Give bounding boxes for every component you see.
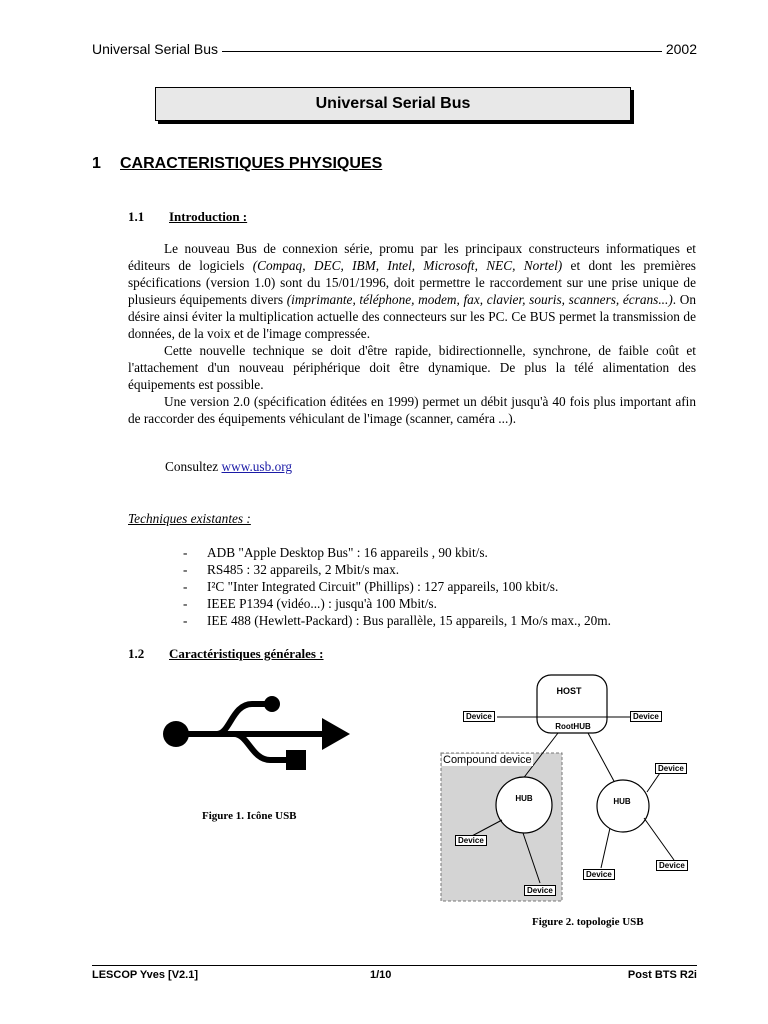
subsection-number: 1.2 xyxy=(128,646,145,661)
device-box: Device xyxy=(583,869,615,880)
footer-course: Post BTS R2i xyxy=(627,969,697,981)
header-rule xyxy=(222,51,662,52)
intro-equipment: (imprimante, téléphone, modem, fax, clavier, souris, scanners, écrans...) xyxy=(286,292,673,307)
usb-org-link[interactable]: www.usb.org xyxy=(221,459,293,474)
intro-text: . On désire ainsi éviter la multiplication actuelle des connecteurs sur les PC. Ce BUS permet la transmission de données, de la voix et de l'image compressée. xyxy=(128,292,697,341)
subsection-heading-general xyxy=(128,646,324,662)
figure2-caption: Figure 2. topologie USB xyxy=(532,916,644,928)
subsection-title: Caractéristiques générales : xyxy=(169,646,324,661)
device-box: Device xyxy=(656,860,688,871)
footer-page-number: 1/10 xyxy=(370,969,392,981)
document-title-box xyxy=(155,87,631,121)
host-label: HOST xyxy=(556,686,582,696)
hub-label: HUB xyxy=(613,797,631,806)
intro-text: Le nouveau Bus de connexion série, promu par les principaux constructeurs informatiques et éditeurs de logiciels xyxy=(128,241,696,273)
list-item: - I²C "Inter Integrated Circuit" (Phillips) : 127 appareils, 100 kbit/s. xyxy=(183,578,611,595)
intro-text: et dont les premières spécifications (version 1.0) sont du 15/01/1996, doit permettre le raccordement sur une prise unique de plusieurs équipements divers xyxy=(128,258,696,307)
intro-paragraph-3: Une version 2.0 (spécification éditées en 1999) permet un débit jusqu'à 40 fois plus important afin de raccorder des équipements véhiculant de l'image (scanner, caméra ...). xyxy=(128,394,696,426)
header-year: 2002 xyxy=(665,41,697,57)
list-item: - IEEE P1394 (vidéo...) : jusqu'à 100 Mbit/s. xyxy=(183,595,611,612)
techniques-heading: Techniques existantes : xyxy=(128,511,251,526)
device-box: Device xyxy=(630,711,662,722)
subsection-title: Introduction : xyxy=(169,209,248,224)
intro-paragraph-1 xyxy=(128,240,696,342)
device-box: Device xyxy=(455,835,487,846)
usb-trident-icon xyxy=(162,686,354,778)
intro-companies: (Compaq, DEC, IBM, Intel, Microsoft, NEC, Nortel) xyxy=(252,258,563,273)
figure1-caption: Figure 1. Icône USB xyxy=(202,810,297,822)
device-box: Device xyxy=(655,763,687,774)
list-item: - IEE 488 (Hewlett-Packard) : Bus parallèle, 15 appareils, 1 Mo/s max., 20m. xyxy=(183,612,611,629)
roothub-label: RootHUB xyxy=(555,722,591,731)
intro-paragraph-2: Cette nouvelle technique se doit d'être rapide, bidirectionnelle, synchrone, de faible coût et l'attachement d'un nouveau périphérique doit être dynamique. De plus la télé alimentation des équipements est possible. xyxy=(128,343,696,392)
footer-author: LESCOP Yves [V2.1] xyxy=(92,969,198,981)
section-number: 1 xyxy=(92,155,101,172)
consult-label: Consultez xyxy=(165,459,222,474)
intro-body xyxy=(128,240,696,427)
document-title: Universal Serial Bus xyxy=(315,95,471,112)
compound-device-label: Compound device xyxy=(443,754,532,766)
device-box: Device xyxy=(463,711,495,722)
consult-line xyxy=(165,459,292,475)
usb-topology-diagram xyxy=(440,670,700,905)
running-header xyxy=(92,41,697,57)
list-item: - RS485 : 32 appareils, 2 Mbit/s max. xyxy=(183,561,611,578)
techniques-list xyxy=(183,544,611,629)
section-heading xyxy=(92,155,382,173)
section-title: CARACTERISTIQUES PHYSIQUES xyxy=(120,155,383,172)
hub-circle-left xyxy=(496,777,552,833)
header-title: Universal Serial Bus xyxy=(92,41,219,57)
list-item: - ADB "Apple Desktop Bus" : 16 appareils , 90 kbit/s. xyxy=(183,544,611,561)
hub-label: HUB xyxy=(515,794,533,803)
subsection-number: 1.1 xyxy=(128,209,145,224)
footer-rule xyxy=(92,965,697,966)
subsection-heading-intro xyxy=(128,209,247,225)
device-box: Device xyxy=(524,885,556,896)
hub-circle-right xyxy=(597,780,649,832)
compound-device-box xyxy=(441,753,562,901)
